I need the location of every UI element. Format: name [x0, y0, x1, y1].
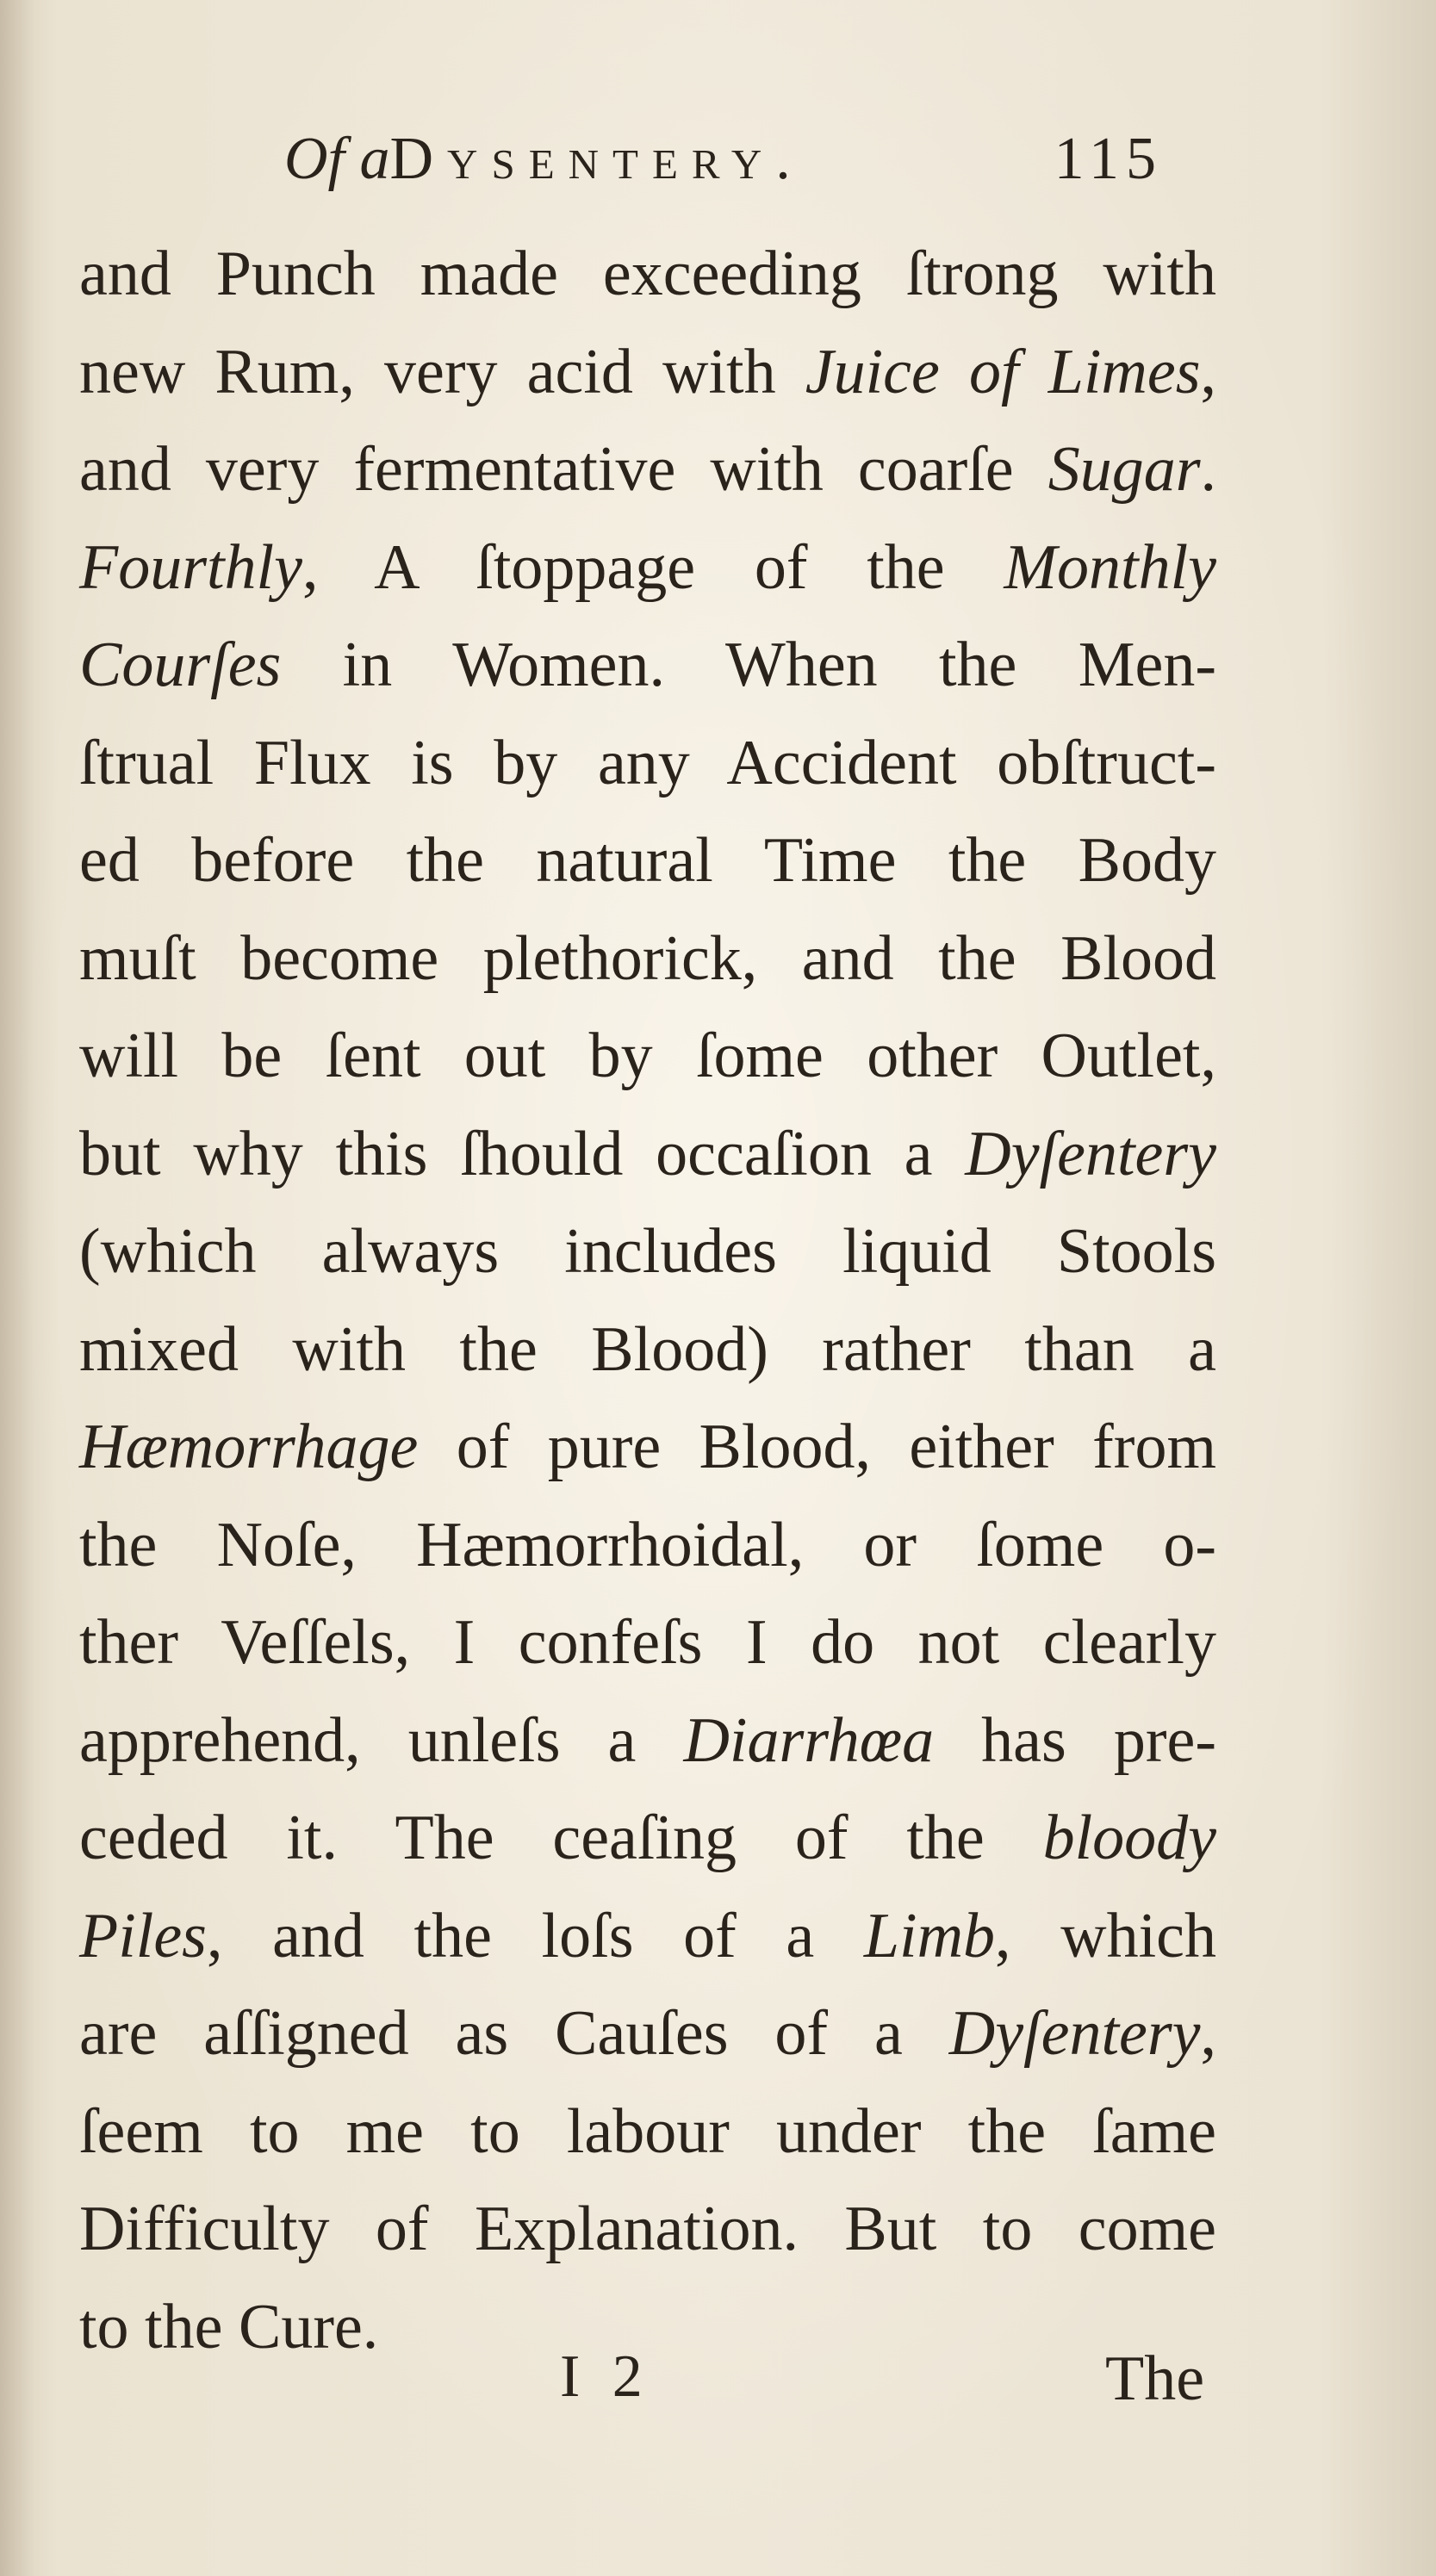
header-title — [284, 121, 805, 198]
italic-run: Courſes — [79, 630, 282, 700]
text-line-15: ther Veſſels, I confeſs I do not clearly — [79, 1607, 1216, 1678]
text-line-11: (which always includes liquid Stools — [79, 1216, 1216, 1287]
text-line-20: ſeem to me to labour under the ſame — [79, 2095, 1216, 2167]
text-line-3 — [79, 421, 1216, 519]
text-line-16 — [79, 1692, 1216, 1791]
header-of: Of — [284, 126, 345, 192]
gutter-shadow — [0, 0, 34, 2576]
italic-run: Dyſentery — [965, 1118, 1216, 1189]
italic-run: Diarrhœa — [683, 1704, 935, 1776]
text-line-7: ed before the natural Time the Body — [79, 825, 1216, 896]
text-run: , A ſtoppage of the — [301, 531, 1004, 603]
text-run: has pre- — [934, 1704, 1216, 1776]
text-line-14: the Noſe, Hæmorrhoidal, or ſome o- — [79, 1509, 1216, 1580]
italic-run: Fourthly — [79, 531, 302, 603]
text-line-12: mixed with the Blood) rather than a — [79, 1313, 1216, 1385]
italic-run: Sugar — [1047, 434, 1201, 505]
text-run: ceded it. The ceaſing of the — [79, 1803, 1043, 1873]
text-line-2 — [79, 324, 1216, 422]
italic-run: Hæmorrhage — [79, 1412, 419, 1482]
text-line-21: Difficulty of Explanation. But to come — [79, 2194, 1216, 2264]
text-line-9: will be ſent out by ſome other Outlet, — [79, 1021, 1216, 1091]
text-run: , and the loſs of a — [206, 1900, 864, 1971]
header-title-word: Dysentery. — [389, 126, 805, 192]
text-run: apprehend, unleſs a — [79, 1704, 684, 1776]
italic-run: Juice of Limes — [805, 336, 1201, 407]
body-text — [79, 226, 1216, 2376]
text-line-10 — [79, 1106, 1216, 1204]
page-number: 115 — [1054, 126, 1163, 192]
text-line-22: to the Cure. — [79, 2291, 379, 2362]
catchword: The — [1105, 2343, 1205, 2414]
text-run: are aſſigned as Cauſes of a — [79, 1998, 949, 2069]
text-run: and very fermentative with coarſe — [79, 434, 1048, 505]
running-header — [284, 121, 1206, 198]
italic-run: bloody — [1042, 1803, 1216, 1873]
header-a: a — [359, 126, 390, 192]
text-line-13 — [79, 1399, 1216, 1497]
text-run: but why this ſhould occaſion a — [79, 1118, 966, 1189]
italic-run: Limb — [863, 1900, 996, 1971]
italic-run: Dyſentery — [948, 1998, 1201, 2069]
text-run: in Women. When the Men- — [281, 630, 1216, 700]
text-run: . — [1200, 434, 1216, 505]
signature-mark: I 2 — [560, 2343, 651, 2410]
text-line-17 — [79, 1790, 1216, 1888]
text-run: , which — [995, 1900, 1216, 1971]
text-line-4 — [79, 519, 1216, 618]
italic-run: Piles — [79, 1900, 207, 1971]
text-run: , — [1200, 336, 1217, 407]
italic-run: Monthly — [1004, 531, 1216, 603]
text-line-8: muſt become plethorick, and the Blood — [79, 922, 1216, 994]
text-run: , — [1200, 1998, 1216, 2069]
text-run: new Rum, very acid with — [79, 336, 805, 407]
text-line-18 — [79, 1888, 1216, 1986]
text-line-19 — [79, 1985, 1216, 2083]
text-line-5 — [79, 617, 1216, 715]
text-line-6: ſtrual Flux is by any Accident obſtruct- — [79, 727, 1216, 798]
text-run: of pure Blood, either from — [418, 1412, 1216, 1482]
text-line-1: and Punch made exceeding ſtrong with — [79, 239, 1216, 309]
